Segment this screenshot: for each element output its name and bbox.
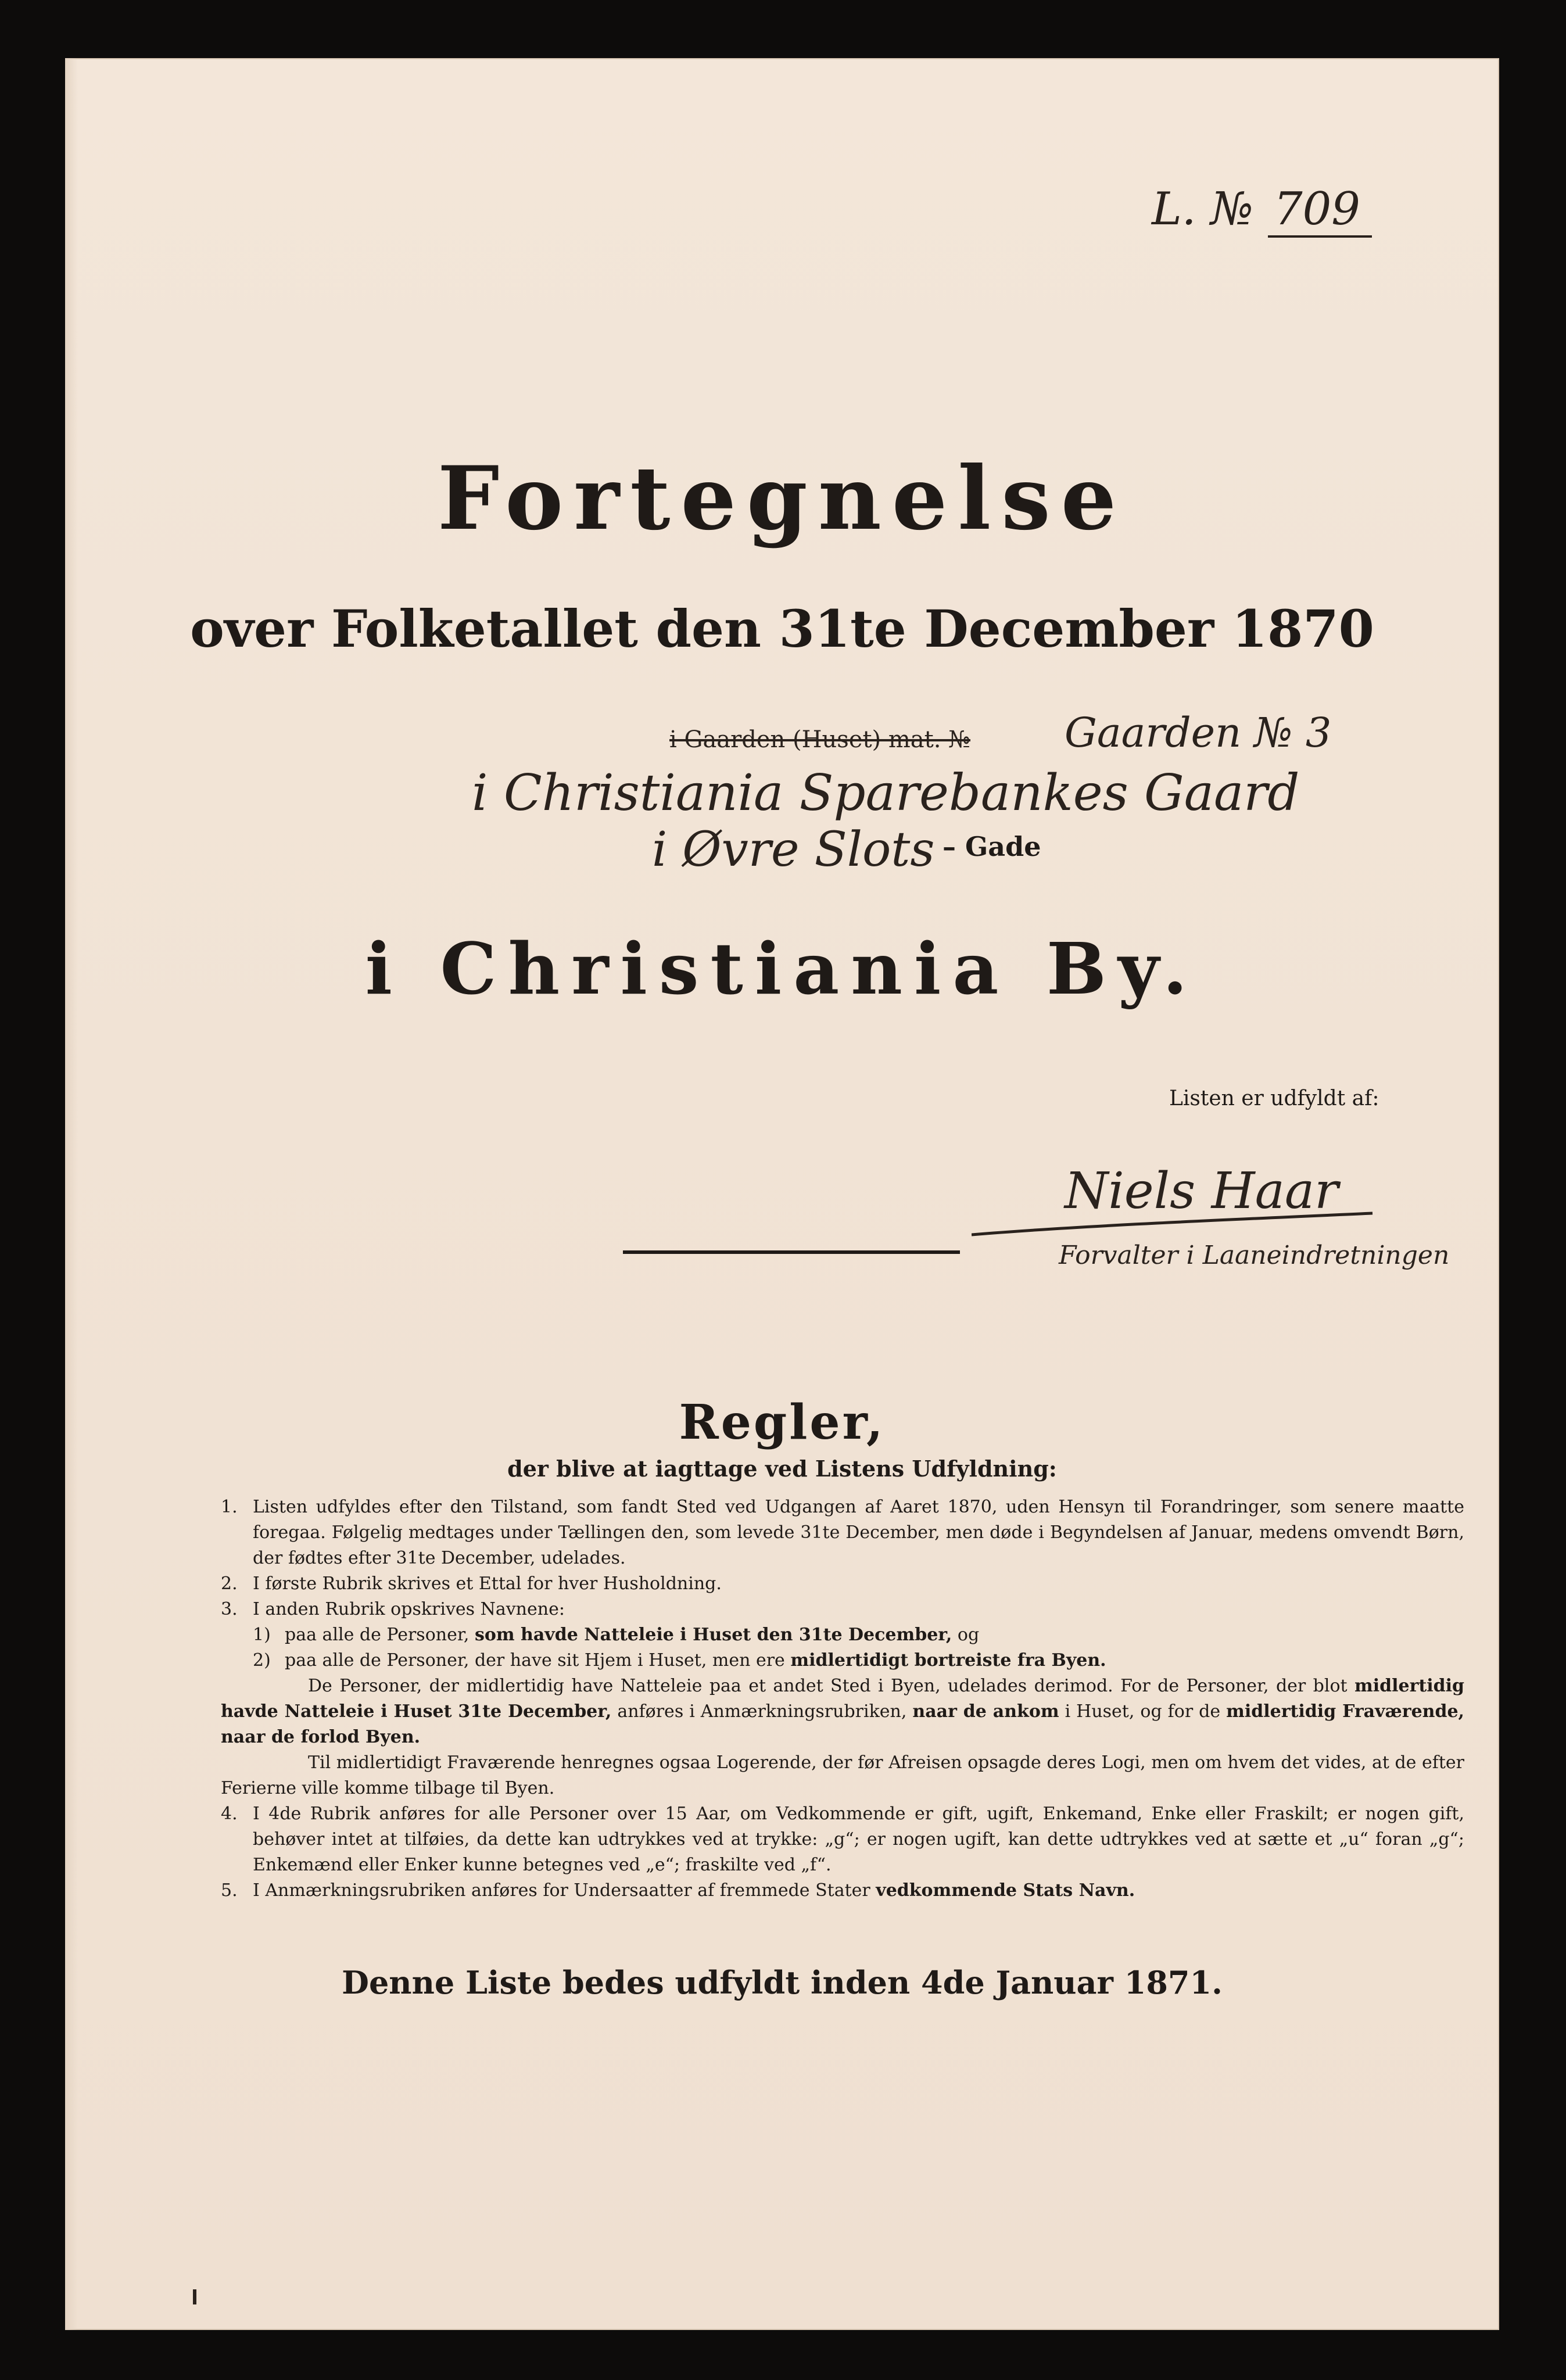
signatory-title: Forvalter i Laaneindretningen (1059, 1241, 1450, 1270)
rule-number: 4. (221, 1804, 238, 1824)
filled-by-label: Listen er udfyldt af: (1169, 1087, 1379, 1110)
rule-3 (221, 1597, 1464, 1622)
para-bold: midlertidig havde Natteleie i Huset 31te December, (221, 1676, 1464, 1722)
rule-3-item-1 (221, 1622, 1464, 1648)
rules-subheading: der blive at iagttage ved Listens Udfyldning: (507, 1456, 1057, 1482)
para-text: De Personer, der midlertidig have Natteleie paa et andet Sted i Byen, udelades derimod. For de Personer, der blot (308, 1676, 1354, 1696)
city-heading: i Christiania By. (365, 927, 1199, 1010)
margin-mark (193, 2289, 196, 2304)
para-bold: midlertidig Fraværende, naar de forlod Byen. (221, 1701, 1464, 1747)
rule-3-item-2 (221, 1648, 1464, 1673)
rule-text: I 4de Rubrik anføres for alle Personer over 15 Aar, om Vedkommende er gift, ugift, Enkemand, Enke eller Fraskilt; er nogen gift, behøver intet at tilføies, da dette kan udtrykkes ved at trykke: „g“; er nogen ugift, kan dette udtrykkes ved at sætte et „u“ foran „g“; Enkemænd eller Enker kunne betegnes ved „e“; fraskilte ved „f“. (253, 1804, 1464, 1875)
signature-flourish (972, 1203, 1378, 1243)
rule-number: 5. (221, 1880, 238, 1901)
rule-3-paragraph-2: Til midlertidigt Fraværende henregnes ogsaa Logerende, der før Afreisen opsagde deres Logi, men om hvem det vides, at de efter Ferierne ville komme tilbage til Byen. (221, 1752, 1464, 1798)
reference-number (1152, 183, 1372, 238)
reference-value: 709 (1268, 183, 1372, 238)
para-text: i Huset, og for de (1059, 1701, 1227, 1722)
sub-number: 1) (253, 1625, 271, 1645)
address-line-1: i Christiania Sparebankes Gaard (472, 764, 1300, 822)
rule-number: 2. (221, 1573, 238, 1594)
rules-list (221, 1494, 1464, 1904)
street-suffix: – Gade (943, 831, 1041, 862)
rule-5 (221, 1878, 1464, 1904)
sub-number: 2) (253, 1650, 271, 1671)
sub-text-pre: paa alle de Personer, der have sit Hjem i Huset, men ere (285, 1650, 791, 1671)
rule-text: I første Rubrik skrives et Ettal for hver Husholdning. (253, 1573, 722, 1594)
rule-1 (221, 1494, 1464, 1571)
sub-text-bold: som havde Natteleie i Huset den 31te December, (474, 1625, 952, 1645)
deadline-notice: Denne Liste bedes udfyldt inden 4de Januar 1871. (342, 1964, 1223, 2001)
rules-heading: Regler, (679, 1395, 886, 1450)
sub-text-pre: paa alle de Personer, (285, 1625, 475, 1645)
rule-4 (221, 1801, 1464, 1878)
reference-prefix: L. № (1152, 183, 1254, 235)
address-line-2: i Øvre Slots (652, 822, 935, 877)
rule-text: I Anmærkningsrubriken anføres for Undersaatter af fremmede Stater (253, 1880, 876, 1901)
document-title: Fortegnelse (437, 447, 1127, 550)
sub-text-post: og (952, 1625, 980, 1645)
census-form-page (65, 58, 1499, 2330)
signature: Niels Haar (1065, 1162, 1339, 1220)
rule-text-bold: vedkommende Stats Navn. (876, 1880, 1135, 1901)
rule-2 (221, 1571, 1464, 1597)
signature-line (623, 1250, 960, 1254)
document-subtitle: over Folketallet den 31te December 1870 (190, 598, 1374, 659)
para-bold: naar de ankom (912, 1701, 1059, 1722)
rule-text: I anden Rubrik opskrives Navnene: (253, 1599, 565, 1619)
para-text: anføres i Anmærkningsrubriken, (611, 1701, 913, 1722)
sub-text-bold: midlertidigt bortreiste fra Byen. (790, 1650, 1106, 1671)
struck-out-address-label: i Gaarden (Huset) mat. № (669, 726, 971, 753)
property-number: Gaarden № 3 (1065, 709, 1332, 757)
rule-number: 1. (221, 1497, 238, 1517)
rule-number: 3. (221, 1599, 238, 1619)
rule-text: Listen udfyldes efter den Tilstand, som fandt Sted ved Udgangen af Aaret 1870, uden Hensyn til Forandringer, som senere maatte foregaa. Følgelig medtages under Tællingen den, som levede 31te December, men døde i Begyndelsen af Januar, medens omvendt Børn, der fødtes efter 31te December, udelades. (253, 1497, 1464, 1568)
rule-3-paragraph-1 (221, 1673, 1464, 1750)
